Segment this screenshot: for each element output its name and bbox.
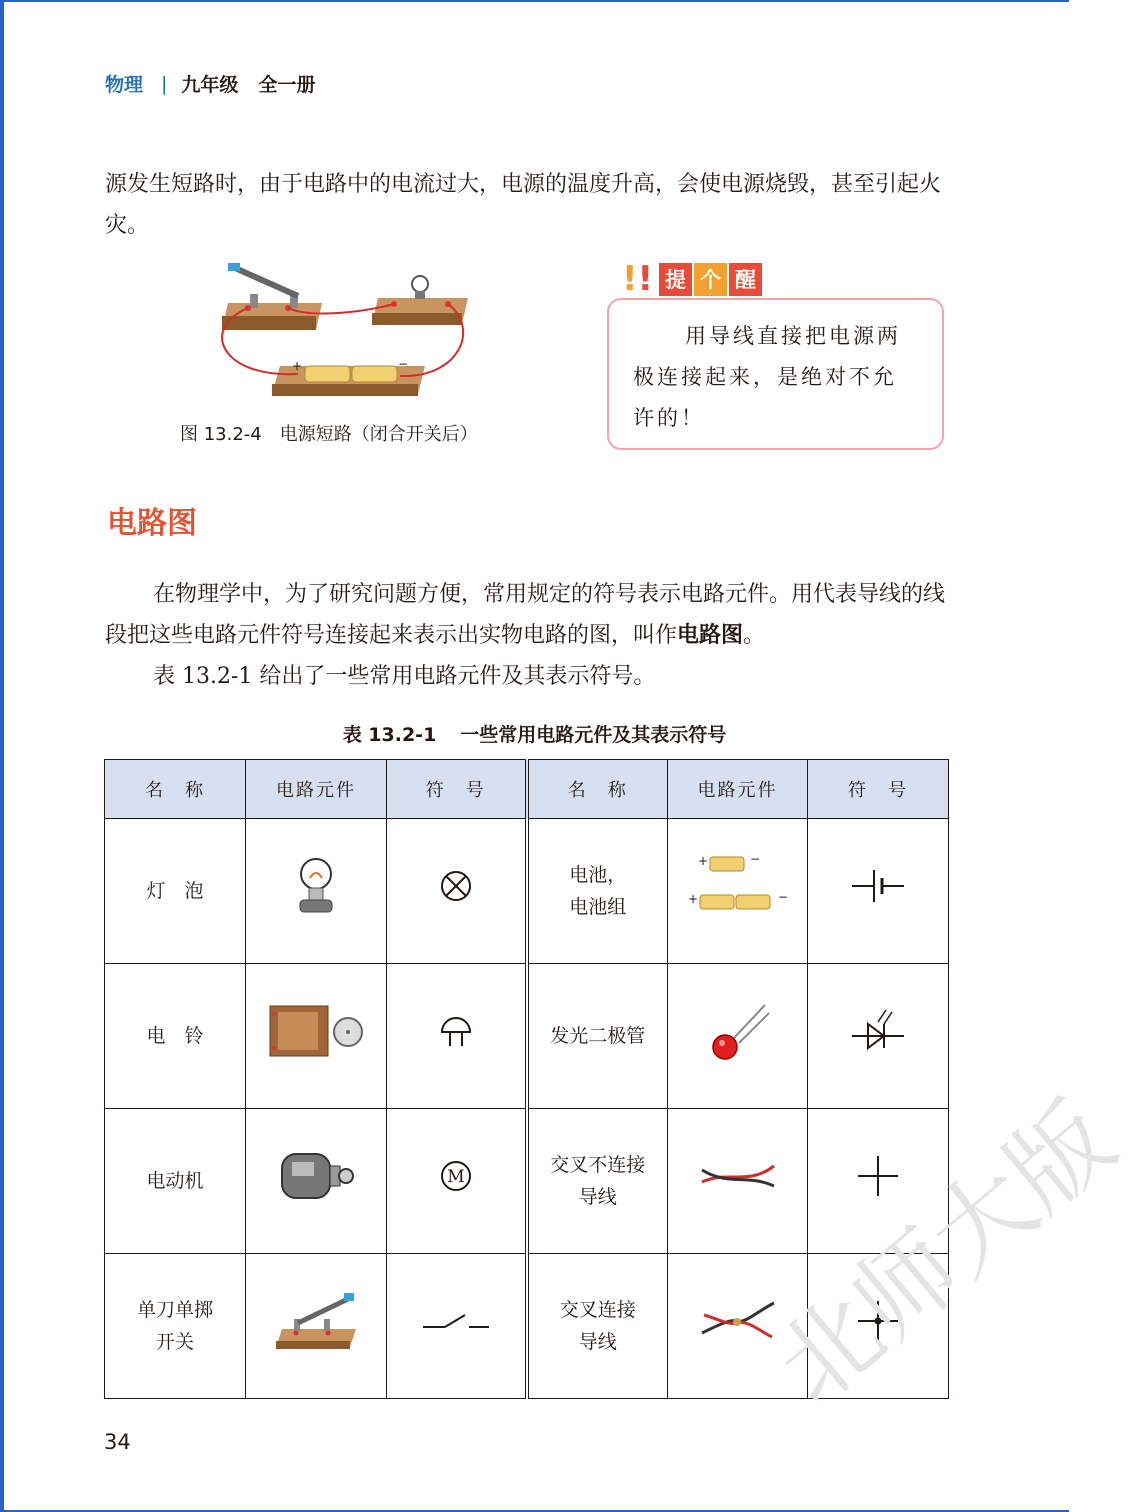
switch-icon xyxy=(272,1289,360,1353)
header-volume: 全一册 xyxy=(258,74,316,96)
svg-text:+: + xyxy=(292,359,303,373)
bell-symbol xyxy=(387,964,527,1109)
table-row xyxy=(105,964,949,1109)
crossing-wires-icon xyxy=(698,1156,778,1196)
name-text: 电池组 xyxy=(569,896,627,918)
table-row xyxy=(105,1109,949,1254)
bulb-image xyxy=(246,819,387,964)
paragraph-short-circuit: 源发生短路时，由于电路中的电流过大，电源的温度升高，会使电源烧毁，甚至引起火灾。 xyxy=(105,172,942,238)
led-symbol xyxy=(808,964,949,1109)
battery-symbol xyxy=(808,819,949,964)
tip-chip-2: 个 xyxy=(694,263,727,296)
header-component-right: 电路元件 xyxy=(668,760,808,819)
watermark: 北师大版 xyxy=(754,1079,1136,1427)
name-text: 导线 xyxy=(578,1186,617,1208)
battery-icon xyxy=(688,851,788,921)
led-symbol-icon xyxy=(848,1006,908,1056)
short-circuit-figure xyxy=(210,258,475,408)
definition-end: 。 xyxy=(743,623,766,648)
name-switch xyxy=(105,1254,246,1399)
name-text: 发光二极管 xyxy=(550,1025,646,1047)
page-border-top xyxy=(0,0,1069,2)
name-crossing-unconnected xyxy=(527,1109,668,1254)
motor-image xyxy=(246,1109,387,1254)
table-header-row xyxy=(105,760,949,819)
header-subject: 物理 xyxy=(105,74,144,96)
battery-sign: + xyxy=(687,892,698,906)
name-text: 电池， xyxy=(569,864,627,886)
battery-sign: − xyxy=(777,890,788,904)
running-header xyxy=(105,70,315,97)
bell-icon xyxy=(268,1002,364,1060)
page-border-left xyxy=(0,0,4,1512)
name-bell xyxy=(105,964,246,1109)
tip-box: 用导线直接把电源两极连接起来，是绝对不允许的！ xyxy=(607,298,944,450)
name-battery xyxy=(527,819,668,964)
paragraph-table-ref: 表 13.2-1 给出了一些常用电路元件及其表示符号。 xyxy=(153,664,656,689)
switch-image xyxy=(246,1254,387,1399)
name-text: 单刀单掷 xyxy=(136,1299,213,1321)
definition-term: 电路图 xyxy=(677,623,744,648)
bell-image xyxy=(246,964,387,1109)
paragraph-definition xyxy=(105,574,950,656)
bulb-symbol xyxy=(387,819,527,964)
table-row xyxy=(105,819,949,964)
exclamation-icon: !! xyxy=(622,259,654,299)
battery-symbol-icon xyxy=(848,866,908,906)
lamp-symbol-icon xyxy=(439,869,473,903)
bulb-icon xyxy=(291,854,341,918)
name-motor xyxy=(105,1109,246,1254)
motor-icon xyxy=(276,1148,356,1204)
figure-caption: 图 13.2-4 电源短路（闭合开关后） xyxy=(180,424,478,445)
led-icon xyxy=(703,999,773,1063)
tip-chip-3: 醒 xyxy=(729,263,762,296)
name-bulb xyxy=(105,819,246,964)
name-crossing-connected xyxy=(527,1254,668,1399)
table-title-number: 表 13.2-1 xyxy=(342,724,437,746)
battery-sign: + xyxy=(697,854,708,868)
svg-text:−: − xyxy=(398,357,409,371)
bell-symbol-icon xyxy=(438,1014,474,1048)
page-number: 34 xyxy=(104,1430,131,1454)
section-title: 电路图 xyxy=(107,506,197,541)
switch-symbol-icon xyxy=(421,1309,491,1333)
battery-sign: − xyxy=(749,852,760,866)
header-name-left: 名 称 xyxy=(105,760,246,819)
name-text: 交叉不连接 xyxy=(550,1154,646,1176)
crossing-unconnected-image xyxy=(668,1109,808,1254)
switch-symbol xyxy=(387,1254,527,1399)
tip-chip-1: 提 xyxy=(659,263,692,296)
motor-symbol-icon xyxy=(439,1159,473,1193)
motor-symbol xyxy=(387,1109,527,1254)
motor-symbol-letter: M xyxy=(447,1167,465,1187)
name-text: 交叉连接 xyxy=(559,1299,636,1321)
definition-text: 在物理学中，为了研究问题方便，常用规定的符号表示电路元件。用代表导线的线段把这些电路元件符号连接起来表示出实物电路的图，叫作 xyxy=(105,582,946,648)
header-symbol-right: 符 号 xyxy=(808,760,949,819)
tip-header xyxy=(622,259,762,299)
header-name-right: 名 称 xyxy=(527,760,668,819)
name-text: 导线 xyxy=(578,1331,617,1353)
header-symbol-left: 符 号 xyxy=(387,760,527,819)
name-led xyxy=(527,964,668,1109)
name-text: 灯 泡 xyxy=(146,880,204,902)
table-title-text: 一些常用电路元件及其表示符号 xyxy=(460,724,727,746)
header-component-left: 电路元件 xyxy=(246,760,387,819)
header-grade: 九年级 xyxy=(181,74,239,96)
led-image xyxy=(668,964,808,1109)
header-separator: | xyxy=(161,72,168,95)
name-text: 电 铃 xyxy=(146,1025,204,1047)
battery-image xyxy=(668,819,808,964)
name-text: 开关 xyxy=(155,1331,194,1353)
name-text: 电动机 xyxy=(146,1170,204,1192)
table-title xyxy=(0,720,1069,747)
